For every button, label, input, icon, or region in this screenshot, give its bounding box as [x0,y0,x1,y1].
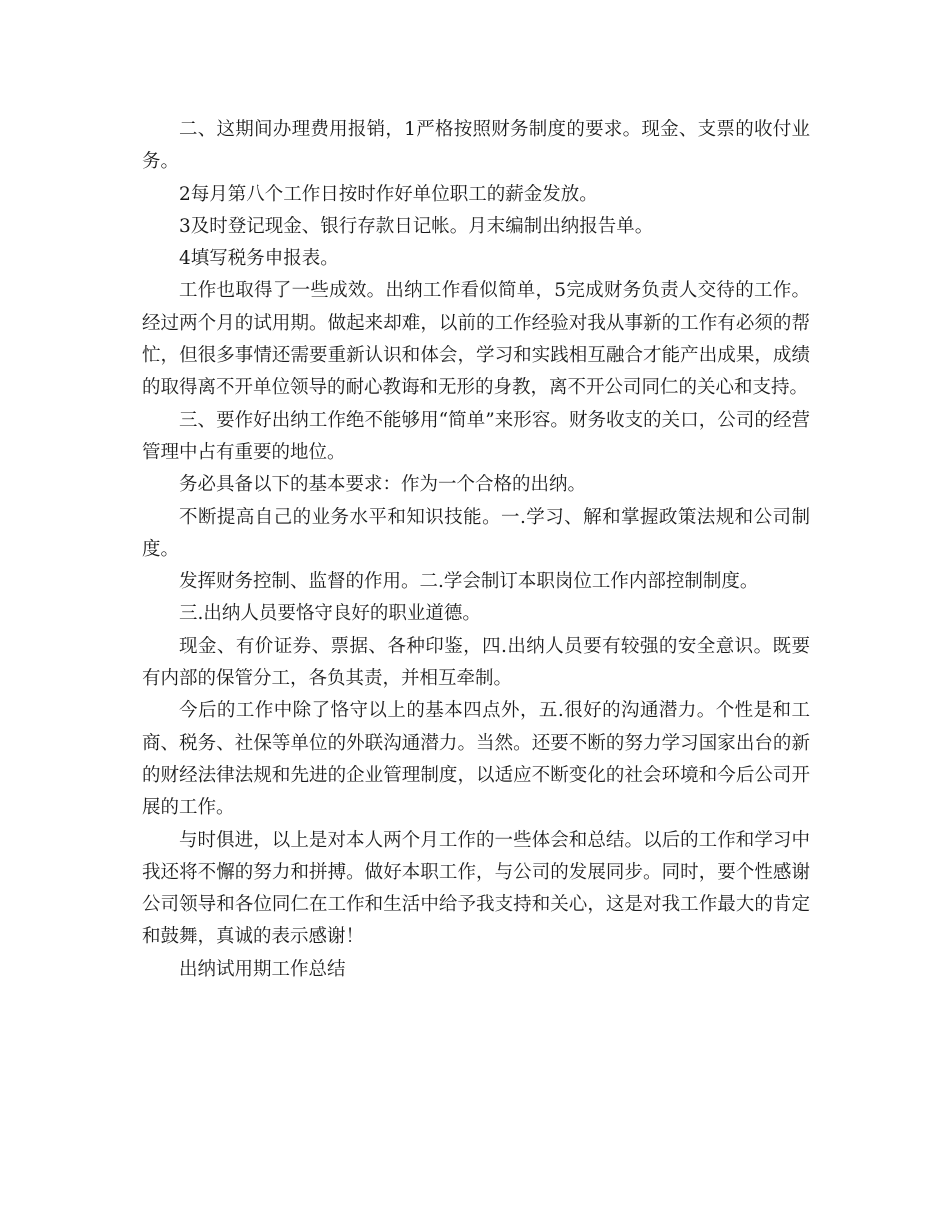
paragraph-requirement-four: 现金、有价证券、票据、各种印鉴，四.出纳人员要有较强的安全意识。既要有内部的保管分工，各负其责，并相互牵制。 [142,635,810,690]
paragraph-requirement-three: 三.出纳人员要恪守良好的职业道德。 [179,603,481,625]
paragraph-journal-registration: 3及时登记现金、银行存款日记帐。月末编制出纳报告单。 [179,215,654,237]
document-body [142,114,810,986]
paragraph-requirement-one: 不断提高自己的业务水平和知识技能。一.学习、解和掌握政策法规和公司制度。 [142,506,810,560]
paragraph-requirement-two: 发挥财务控制、监督的作用。二.学会制订本职岗位工作内部控制制度。 [179,571,759,593]
paragraph-salary-payment: 2每月第八个工作日按时作好单位职工的薪金发放。 [179,183,598,205]
paragraph-cashier-importance: 三、要作好出纳工作绝不能够用“简单”来形容。财务收支的关口，公司的经营管理中占有重要的地位。 [142,409,810,463]
paragraph-achievements: 工作也取得了一些成效。出纳工作看似简单，5完成财务负责人交待的工作。经过两个月的试用期。做起来却难，以前的工作经验对我从事新的工作有必须的帮忙，但很多事情还需要重新认识和体会，学习和实践相互融合才能产出成果，成绩的取得离不开单位领导的耐心教诲和无形的身教，离不开公司同仁的关心和支持。 [142,280,810,399]
paragraph-title-line: 出纳试用期工作总结 [179,958,346,980]
paragraph-tax-declaration: 4填写税务申报表。 [179,248,339,270]
paragraph-requirement-five: 今后的工作中除了恪守以上的基本四点外，五.很好的沟通潜力。个性是和工商、税务、社保等单位的外联沟通潜力。当然。还要不断的努力学习国家出台的新的财经法律法规和先进的企业管理制度，以适应不断变化的社会环境和今后公司开展的工作。 [142,700,810,819]
paragraph-conclusion: 与时俱进，以上是对本人两个月工作的一些体会和总结。以后的工作和学习中我还将不懈的努力和拼搏。做好本职工作，与公司的发展同步。同时，要个性感谢公司领导和各位同仁在工作和生活中给予我支持和关心，这是对我工作最大的肯定和鼓舞，真诚的表示感谢！ [142,829,810,948]
paragraph-expense-reimbursement: 二、这期间办理费用报销，1严格按照财务制度的要求。现金、支票的收付业务。 [142,119,810,173]
paragraph-basic-requirements: 务必具备以下的基本要求：作为一个合格的出纳。 [179,474,587,496]
